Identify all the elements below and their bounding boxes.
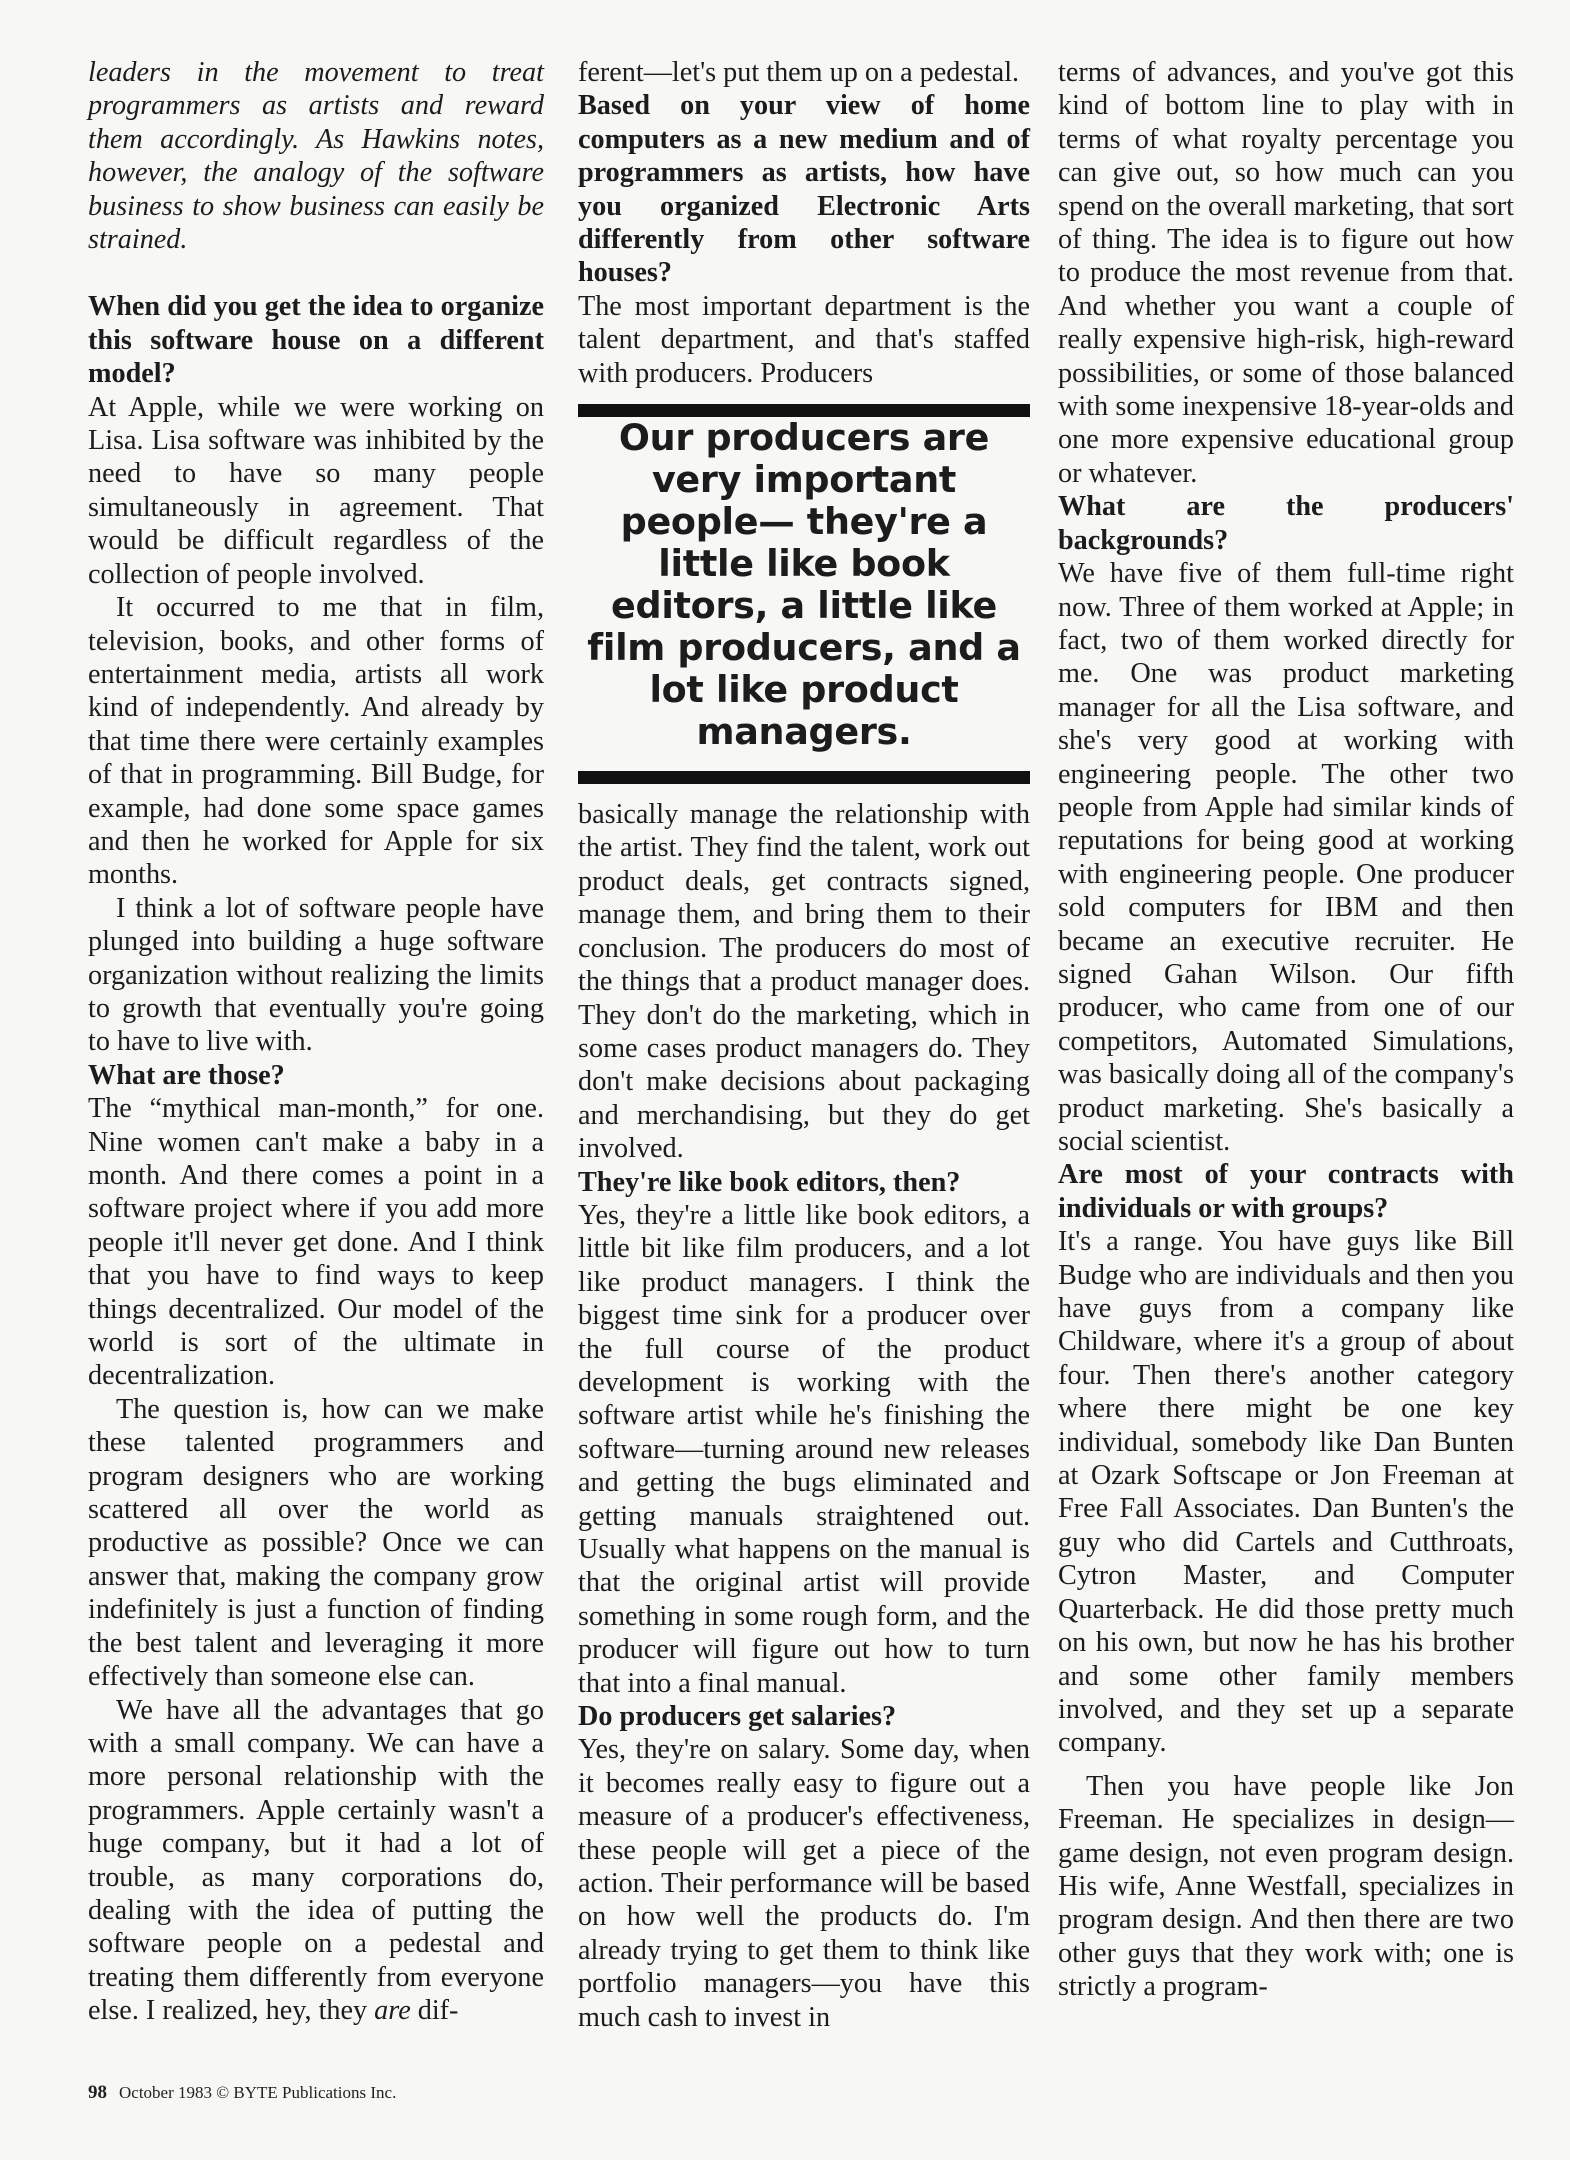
page-number: 98: [88, 2082, 107, 2103]
answer-paragraph: Then you have people like Jon Freeman. He specializes in design—game design, not even program design. His wife, Anne Westfall, specializes in program design. And then there are two other guys that they work with; one is strictly a program-: [1058, 1770, 1514, 2003]
answer-text: We have all the advantages that go with a small company. We can have a more personal relationship with the programmers. Apple certainly wasn't a huge company, but it had a lot of trouble, as many corporations do, dealing with the idea of putting the software people on a pedestal and treating them differently from everyone else. I realized, hey, they: [88, 1694, 544, 2027]
question: Do producers get salaries?: [578, 1701, 897, 1733]
question: When did you get the idea to organize this software house on a different model?: [88, 291, 544, 390]
issue-line: October 1983 © BYTE Publications Inc.: [119, 2083, 397, 2102]
continued-text: ferent—let's put them up on a pedestal.: [578, 57, 1020, 88]
answer-paragraph: The most important department is the talent department, and that's staffed with producers. Producers: [578, 290, 1030, 389]
continued-text: terms of advances, and you've got this kind of bottom line to play with in terms of what royalty percentage you can give out, so how much can you spend on the overall marketing, that sort of thing. The idea is to figure out how to produce the most revenue from that. And whether you want a couple of really expensive high-risk, high-reward possibilities, or some of those balanced with some inexpensive 18-year-olds and one more expensive educational group or whatever.: [1058, 57, 1514, 489]
emphasis-text: are: [374, 1995, 411, 2027]
answer-paragraph: I think a lot of software people have plunged into building a huge software organization without realizing the limits to growth that eventually you're going to have to live with.: [88, 892, 544, 1058]
column-3: [1058, 56, 1514, 2004]
answer-paragraph: We have five of them full-time right now. Three of them worked at Apple; in fact, two of them worked directly for me. One was product marketing manager for all the Lisa software, and she's very good at working with engineering people. The other two people from Apple had similar kinds of reputations for being good at working with engineering people. One producer sold computers for IBM and then became an executive recruiter. He signed Gahan Wilson. Our fifth producer, who came from one of our competitors, Automated Simulations, was basically doing all of the company's product marketing. She's basically a social scientist.: [1058, 558, 1514, 1157]
pullquote: Our producers are very important people— they're a little like book editors, a little like film producers, and a lot like product managers.: [587, 416, 1021, 754]
question: Based on your view of home computers as a new medium and of programmers as artists, how have you organized Electronic Arts differently from other software houses?: [578, 90, 1030, 289]
answer-paragraph: [88, 1694, 544, 2028]
answer-paragraph: Yes, they're a little like book editors, a little bit like film producers, and a lot like product managers. I think the biggest time sink for a producer over the full course of the product development is working with the software artist while he's finishing the software—turning around new releases and getting the bugs eliminated and getting manuals straightened out. Usually what happens on the manual is that the original artist will provide something in some rough form, and the producer will figure out how to turn that into a final manual.: [578, 1199, 1030, 1699]
answer-paragraph: It occurred to me that in film, television, books, and other forms of entertainment media, artists all work kind of independently. And already by that time there were certainly examples of that in programming. Bill Budge, for example, had done some space games and then he worked for Apple for six months.: [88, 592, 544, 891]
pullquote-bottom-rule: [578, 771, 1030, 784]
answer-text: dif-: [410, 1995, 459, 2027]
answer-paragraph: The “mythical man-month,” for one. Nine women can't make a baby in a month. And there comes a point in a software project where if you add more people it'll never get done. And I think that you have to find ways to keep things decentralized. Our model of the world is sort of the ultimate in decentralization.: [88, 1093, 544, 1392]
question: They're like book editors, then?: [578, 1166, 961, 1198]
column-2: [578, 56, 1030, 2034]
page-footer: [88, 2082, 396, 2104]
question: What are the producers' backgrounds?: [1058, 491, 1514, 556]
answer-paragraph: The question is, how can we make these talented programmers and program designers who are working scattered all over the world as productive as possible? Once we can answer that, making the company grow indefinitely is just a function of finding the best talent and leveraging it more effectively than someone else can.: [88, 1393, 544, 1693]
column-1: [88, 56, 544, 2028]
answer-paragraph: Yes, they're on salary. Some day, when it becomes really easy to figure out a measure of a producer's effectiveness, these people will get a piece of the action. Their performance will be based on how well the products do. I'm already trying to get them to think like portfolio managers—you have this much cash to invest in: [578, 1734, 1030, 2033]
answer-paragraph: basically manage the relationship with the artist. They find the talent, work out product deals, get contracts signed, manage them, and bring them to their conclusion. The producers do most of the things that a product manager does. They don't do the marketing, which in some cases product managers do. They don't make decisions about packaging and merchandising, but they do get involved.: [578, 799, 1030, 1165]
answer-paragraph: It's a range. You have guys like Bill Budge who are individuals and then you have guys from a company like Childware, where it's a group of about four. Then there's another category where there might be one key individual, somebody like Dan Bunten at Ozark Softscape or Jon Freeman at Free Fall Associates. Dan Bunten's the guy who did Cartels and Cutthroats, Cytron Master, and Computer Quarterback. He did those pretty much on his own, but now he has his brother and some other family members involved, and they set up a separate company.: [1058, 1226, 1514, 1759]
intro-paragraph: leaders in the movement to treat programmers as artists and reward them accordingly. As Hawkins notes, however, the analogy of the software business to show business can easily be strained.: [88, 57, 544, 256]
question: What are those?: [88, 1059, 285, 1091]
answer-paragraph: At Apple, while we were working on Lisa. Lisa software was inhibited by the need to have so many people simultaneously in agreement. That would be difficult regardless of the collection of people involved.: [88, 391, 544, 590]
question: Are most of your contracts with individuals or with groups?: [1058, 1159, 1514, 1224]
